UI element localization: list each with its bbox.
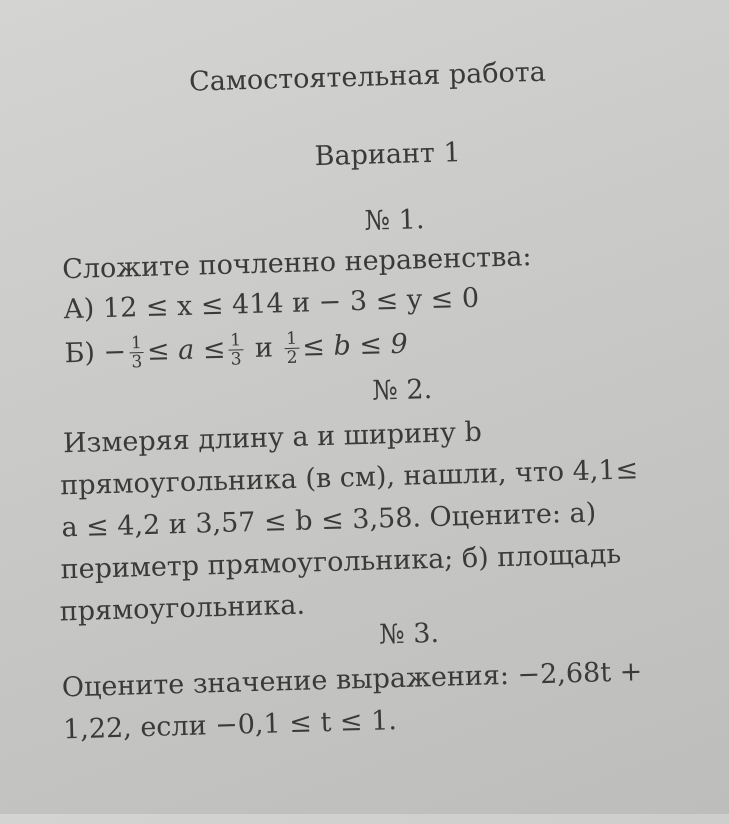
task2-line: прямоугольника. bbox=[59, 589, 306, 628]
task2-line: a ≤ 4,2 и 3,57 ≤ b ≤ 3,58. Оцените: а) bbox=[61, 497, 597, 544]
task1-item-b-tail: ≤ b ≤ 9 bbox=[301, 328, 409, 363]
fraction-denominator: 3 bbox=[131, 352, 143, 373]
task2-line: прямоугольника (в см), нашли, что 4,1≤ bbox=[59, 454, 639, 502]
fraction-one-third-left bbox=[129, 334, 145, 371]
task2-line: периметр прямоугольника; б) площадь bbox=[60, 538, 622, 586]
task3-number: № 3. bbox=[378, 617, 440, 651]
fraction-denominator: 2 bbox=[286, 347, 298, 369]
task3-line: Оцените значение выражения: −2,68t + bbox=[61, 656, 643, 704]
task2-number: № 2. bbox=[371, 373, 433, 407]
task1-item-b bbox=[64, 327, 408, 374]
task2-line: Измеряя длину a и ширину b bbox=[62, 416, 483, 460]
task1-item-b-label: Б) bbox=[64, 337, 96, 370]
fraction-numerator: 1 bbox=[285, 328, 298, 350]
task1-item-a bbox=[63, 283, 480, 327]
fraction-numerator: 1 bbox=[130, 333, 143, 354]
task1-item-b-middle: ≤ a ≤ bbox=[146, 333, 226, 367]
task1-item-b-minus: − bbox=[103, 336, 127, 369]
fraction-denominator: 3 bbox=[230, 349, 242, 370]
task1-item-b-and: и bbox=[254, 332, 274, 364]
task3-line: 1,22, если −0,1 ≤ t ≤ 1. bbox=[62, 705, 398, 746]
task1-number: № 1. bbox=[364, 204, 425, 237]
task1-prompt: Сложите почленно неравенства: bbox=[61, 241, 532, 286]
variant-label: Вариант 1 bbox=[314, 137, 462, 173]
task1-item-a-expression: 12 ≤ x ≤ 414 и − 3 ≤ y ≤ 0 bbox=[102, 282, 480, 325]
fraction-numerator: 1 bbox=[229, 330, 242, 351]
worksheet-title: Самостоятельная работа bbox=[188, 56, 547, 98]
fraction-one-third-right bbox=[228, 331, 244, 368]
task1-item-a-label: А) bbox=[62, 293, 95, 326]
fraction-one-half bbox=[284, 330, 300, 367]
